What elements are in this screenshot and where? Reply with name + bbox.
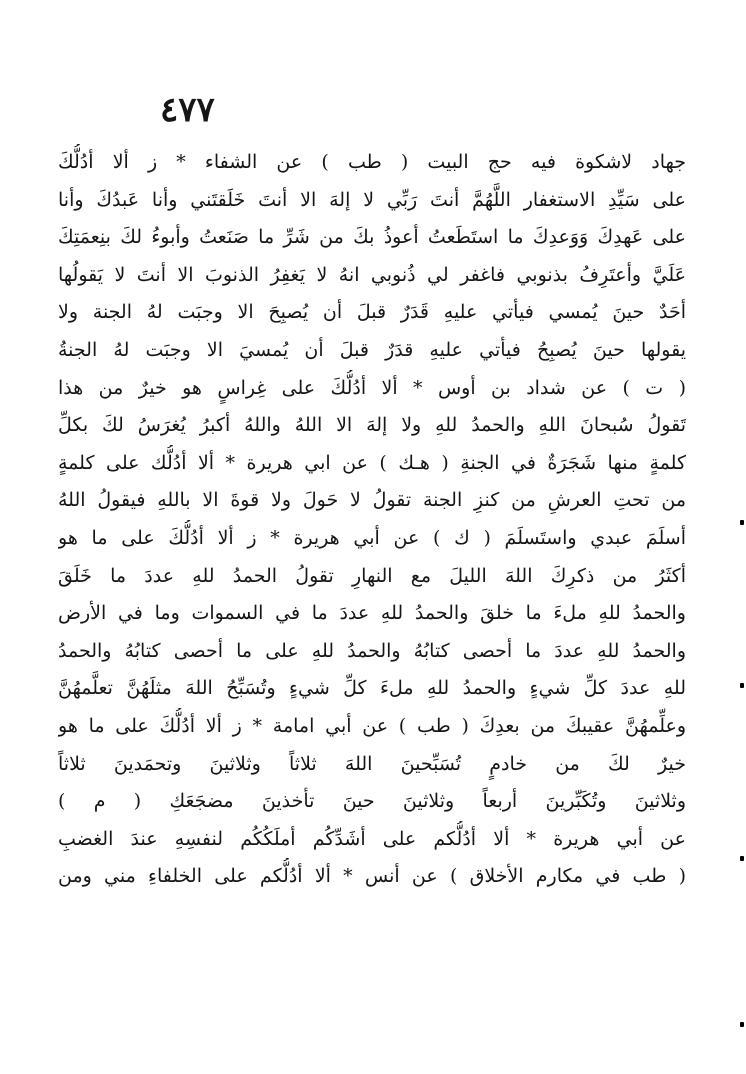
text-line: أحَدٌ حينَ يُمسي فيأتي عليهِ قَدَرٌ قبلَ أن يُصبِحَ الا وجبَت لهُ الجنة ولا	[58, 301, 686, 324]
text-line: والحمدُ للهِ ملءَ ما خلقَ والحمدُ للهِ عددَ ما في السموات وما في الأرض	[58, 602, 686, 625]
scan-edge-mark	[740, 856, 744, 861]
text-line: كلمةٍ منها شَجَرَةٌ في الجنةِ ( هـك ) عن ابي هريرة * ألا أدُلُّك على كلمةٍ	[58, 451, 686, 474]
text-line: من تحتِ العرشِ من كنزِ الجنة تقولُ لا حَولَ ولا قوةَ الا باللهِ فيقولُ اللهُ	[58, 489, 686, 512]
text-line: خيرٌ لكَ من خادمٍ تُسَبِّحينَ اللهَ ثلاثاً وثلاثينَ وتحمَدينَ ثلاثاً	[58, 752, 686, 775]
scan-edge-mark	[740, 683, 744, 688]
text-line: أسلَمَ عبدي واستَسلَمَ ( ك ) عن أبي هريرة * ز ألا أدُلُّكَ على ما هو	[58, 526, 686, 549]
text-line: وثلاثينَ وتُكَبِّرينَ أربعاً وثلاثينَ حينَ تأخذينَ مضجَعَكِ ( م )	[58, 790, 686, 813]
page-number: ٤٧٧	[160, 90, 215, 130]
body-text	[58, 144, 686, 994]
scan-edge-mark	[740, 1022, 744, 1027]
text-line: للهِ عددَ كلِّ شيءٍ والحمدُ للهِ ملءَ كلِّ شيءٍ وتُسَبِّحُ اللهَ مثلَهُنَّ تعلَّمهُنَّ	[58, 677, 686, 700]
text-line: عَلَيَّ وأعتَرِفُ بذنوبي فاغفر لي ذُنوبي انهُ لا يَغفِرُ الذنوبَ الا أنتَ لا يَقولُها	[58, 263, 686, 286]
text-line: على عَهدِكَ وَوَعدِكَ ما استَطَعتُ أعوذُ بكَ من شَرِّ ما صَنَعتُ وأبوءُ لكَ بنِعمَتِكَ	[58, 226, 686, 249]
text-line: وعلِّمهُنَّ عقيبكَ من بعدِكَ ( طب ) عن أبي امامة * ز ألا أدُلُّكَ على ما هو	[58, 714, 686, 737]
text-line: جهاد لاشكوة فيه حج البيت ( طب ) عن الشفاء * ز ألا أدُلُّكَ	[58, 151, 686, 173]
text-line: ( طب في مكارم الأخلاق ) عن أنس * ألا أدُلُّكم على الخلفاءِ مني ومن	[58, 865, 686, 888]
text-line: يقولها حينَ يُصبِحُ فيأتي عليهِ قدَرٌ قبلَ أن يُمسيَ الا وجبَت لهُ الجنةُ	[58, 338, 686, 361]
text-line: تَقولُ سُبحانَ اللهِ والحمدُ للهِ ولا إلهَ الا اللهُ واللهُ أكبرُ يُغرَسُ لكَ بكلِّ	[58, 414, 686, 437]
text-line: أكثَرُ من ذكرِكَ اللهَ الليلَ مع النهارِ تقولُ الحمدُ للهِ عددَ ما خَلَقَ	[58, 564, 686, 587]
text-line: ( ت ) عن شداد بن أوس * ألا أدُلُّكَ على غِراسٍ هو خيرٌ من هذا	[58, 376, 686, 399]
text-line: على سَيِّدِ الاستغفار اللَّهُمَّ أنتَ رَبِّي لا إلهَ الا أنتَ خَلَقتَني وأنا عَبدُكَ وأنا	[58, 188, 686, 211]
text-line: والحمدُ للهِ عددَ ما أحصى كتابُهُ والحمدُ للهِ على ما أحصى كتابُهُ والحمدُ	[58, 639, 686, 662]
scan-edge-mark	[740, 520, 744, 525]
text-line: عن أبي هريرة * ألا أدُلُّكم على أشَدِّكُم أملَكُكُم لنفسِهِ عندَ الغضبِ	[58, 827, 686, 850]
